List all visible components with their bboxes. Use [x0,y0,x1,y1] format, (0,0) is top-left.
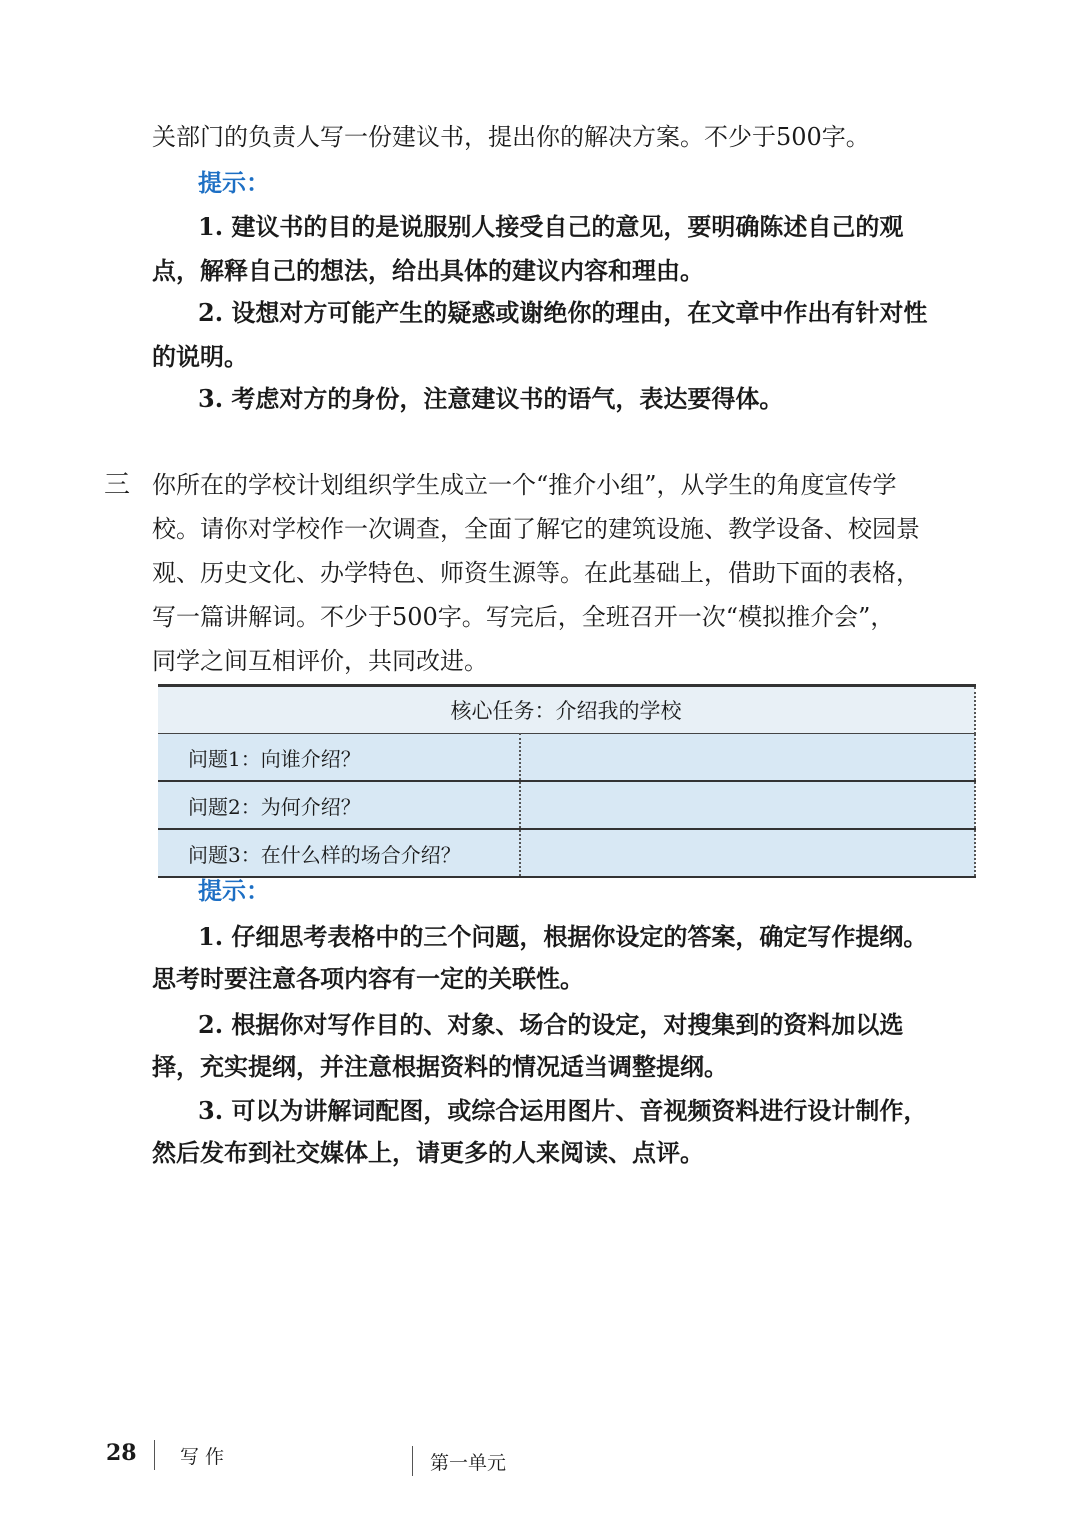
footer-divider [412,1446,413,1476]
hint1-item1-line1: 1. 建议书的目的是说服别人接受自己的意见，要明确陈述自己的观 [198,212,904,241]
table-row [158,829,975,877]
hint1-item2-line1: 2. 设想对方可能产生的疑惑或谢绝你的理由，在文章中作出有针对性 [198,298,928,327]
hint2-item2-line1: 2. 根据你对写作目的、对象、场合的设定，对搜集到的资料加以选 [198,1010,904,1039]
section3-line3: 观、历史文化、办学特色、师资生源等。在此基础上，借助下面的表格， [152,559,920,587]
question-1-cell: 问题1：向谁介绍？ [158,734,520,782]
hint2-item1-line1: 1. 仔细思考表格中的三个问题，根据你设定的答案，确定写作提纲。 [198,922,928,951]
footer-divider [154,1440,155,1470]
table-row [158,781,975,829]
footer-unit-label: 第一单元 [430,1452,507,1474]
task-table [158,684,976,878]
page-number: 28 [106,1440,137,1466]
table-row [158,734,975,782]
section-number: 三 [104,470,131,500]
section3-line4: 写一篇讲解词。不少于500字。写完后，全班召开一次“模拟推介会”， [152,603,895,631]
hint-label-2: 提示： [198,877,270,905]
answer-2-cell [520,781,975,829]
answer-3-cell [520,829,975,877]
hint2-item3-line1: 3. 可以为讲解词配图，或综合运用图片、音视频资料进行设计制作， [198,1096,928,1125]
hint2-item2-line2: 择，充实提纲，并注意根据资料的情况适当调整提纲。 [152,1052,728,1081]
hint2-item1-line2: 思考时要注意各项内容有一定的关联性。 [152,964,584,993]
section3-line5: 同学之间互相评价，共同改进。 [152,647,488,675]
hint2-item3-line2: 然后发布到社交媒体上，请更多的人来阅读、点评。 [152,1138,704,1167]
footer-section-label: 写 作 [180,1446,225,1468]
answer-1-cell [520,734,975,782]
top-paragraph: 关部门的负责人写一份建议书，提出你的解决方案。不少于500字。 [152,123,870,151]
question-2-cell: 问题2：为何介绍？ [158,781,520,829]
section3-line2: 校。请你对学校作一次调查，全面了解它的建筑设施、教学设备、校园景 [152,515,920,543]
question-3-cell: 问题3：在什么样的场合介绍？ [158,829,520,877]
hint1-item2-line2: 的说明。 [152,342,248,371]
hint1-item1-line2: 点，解释自己的想法，给出具体的建议内容和理由。 [152,256,704,285]
table-header: 核心任务：介绍我的学校 [158,686,975,734]
hint-label-1: 提示： [198,169,270,197]
hint1-item3-line1: 3. 考虑对方的身份，注意建议书的语气，表达要得体。 [198,384,784,413]
section3-line1: 你所在的学校计划组织学生成立一个“推介小组”，从学生的角度宣传学 [152,471,897,499]
